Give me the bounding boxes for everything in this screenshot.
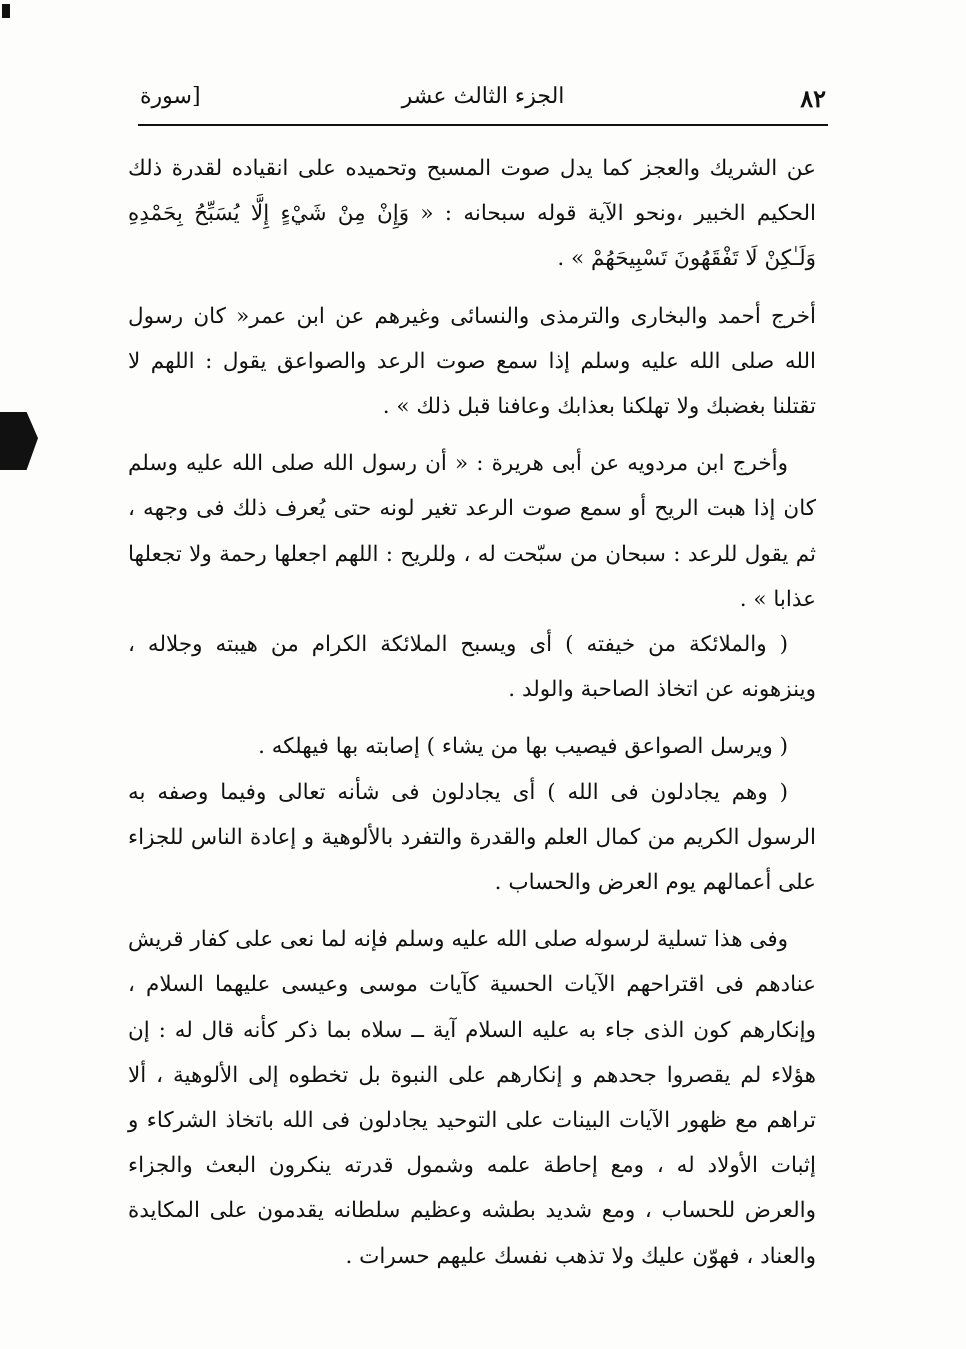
paragraph: أخرج أحمد والبخارى والترمذى والنسائى وغيرهم عن ابن عمر« كان رسول الله صلى الله عليه وسلم إذا سمع صوت الرعد والصواعق يقول : اللهم لا تقتلنا بغضبك ولا تهلكنا بعذابك وعافنا قبل ذلك » .: [128, 303, 816, 420]
page-header: [140, 78, 826, 122]
paragraph: وأخرج ابن مردويه عن أبى هريرة : « أن رسول الله صلى الله عليه وسلم كان إذا هبت الريح أو سمع صوت الرعد تغير لونه حتى يُعرف ذلك فى وجهه ، ثم يقول للرعد : سبحان من سبّحت له ، وللريح : اللهم اجعلها رحمة ولا تجعلها عذابا » .: [128, 451, 816, 612]
paragraph: ( ويرسل الصواعق فيصيب بها من يشاء ) إصابته بها فيهلكه .: [258, 734, 788, 760]
paragraph: ( والملائكة من خيفته ) أى ويسبح الملائكة الكرام من هيبته وجلاله ، وينزهونه عن اتخاذ الصاحبة والولد .: [128, 632, 816, 703]
header-rule: [138, 124, 828, 126]
scan-artifact-top: [2, 4, 10, 18]
body-text: [128, 146, 816, 1279]
scan-artifact-left: [0, 412, 38, 470]
paragraph: ( وهم يجادلون فى الله ) أى يجادلون فى شأنه تعالى وفيما وصفه به الرسول الكريم من كمال العلم والقدرة والتفرد بالألوهية و إعادة الناس للجزاء على أعمالهم يوم العرض والحساب .: [128, 779, 816, 896]
running-title: الجزء الثالث عشر: [401, 84, 565, 109]
surah-label: [سورة: [140, 84, 201, 109]
paragraph: عن الشريك والعجز كما يدل صوت المسبح وتحميده على انقياده لقدرة ذلك الحكيم الخبير ،ونحو الآية قوله سبحانه : « وَإِنْ مِنْ شَيْءٍ إِلَّا يُسَبِّحُ بِحَمْدِهِ وَلَـٰكِنْ لَا تَفْقَهُونَ تَسْبِيحَهُمْ » .: [128, 156, 816, 272]
page-number: ٨٢: [800, 84, 826, 113]
paragraph: وفى هذا تسلية لرسوله صلى الله عليه وسلم فإنه لما نعى على كفار قريش عنادهم فى اقتراحهم الآيات الحسية كآيات موسى وعيسى عليهما السلام ، وإنكارهم كون الذى جاء به عليه السلام آية ــ سلاه بما ذكر كأنه قال له : إن هؤلاء لم يقصروا جحدهم و إنكارهم على النبوة بل تخطوه إلى الألوهية ، ألا تراهم مع ظهور الآيات البينات على التوحيد يجادلون فى الله باتخاذ الشركاء و إثبات الأولاد له ، ومع إحاطة علمه وشمول قدرته ينكرون البعث والجزاء والعرض للحساب ، ومع شديد بطشه وعظيم سلطانه يقدمون على المكايدة والعناد ، فهوّن عليك ولا تذهب نفسك عليهم حسرات .: [128, 927, 816, 1269]
